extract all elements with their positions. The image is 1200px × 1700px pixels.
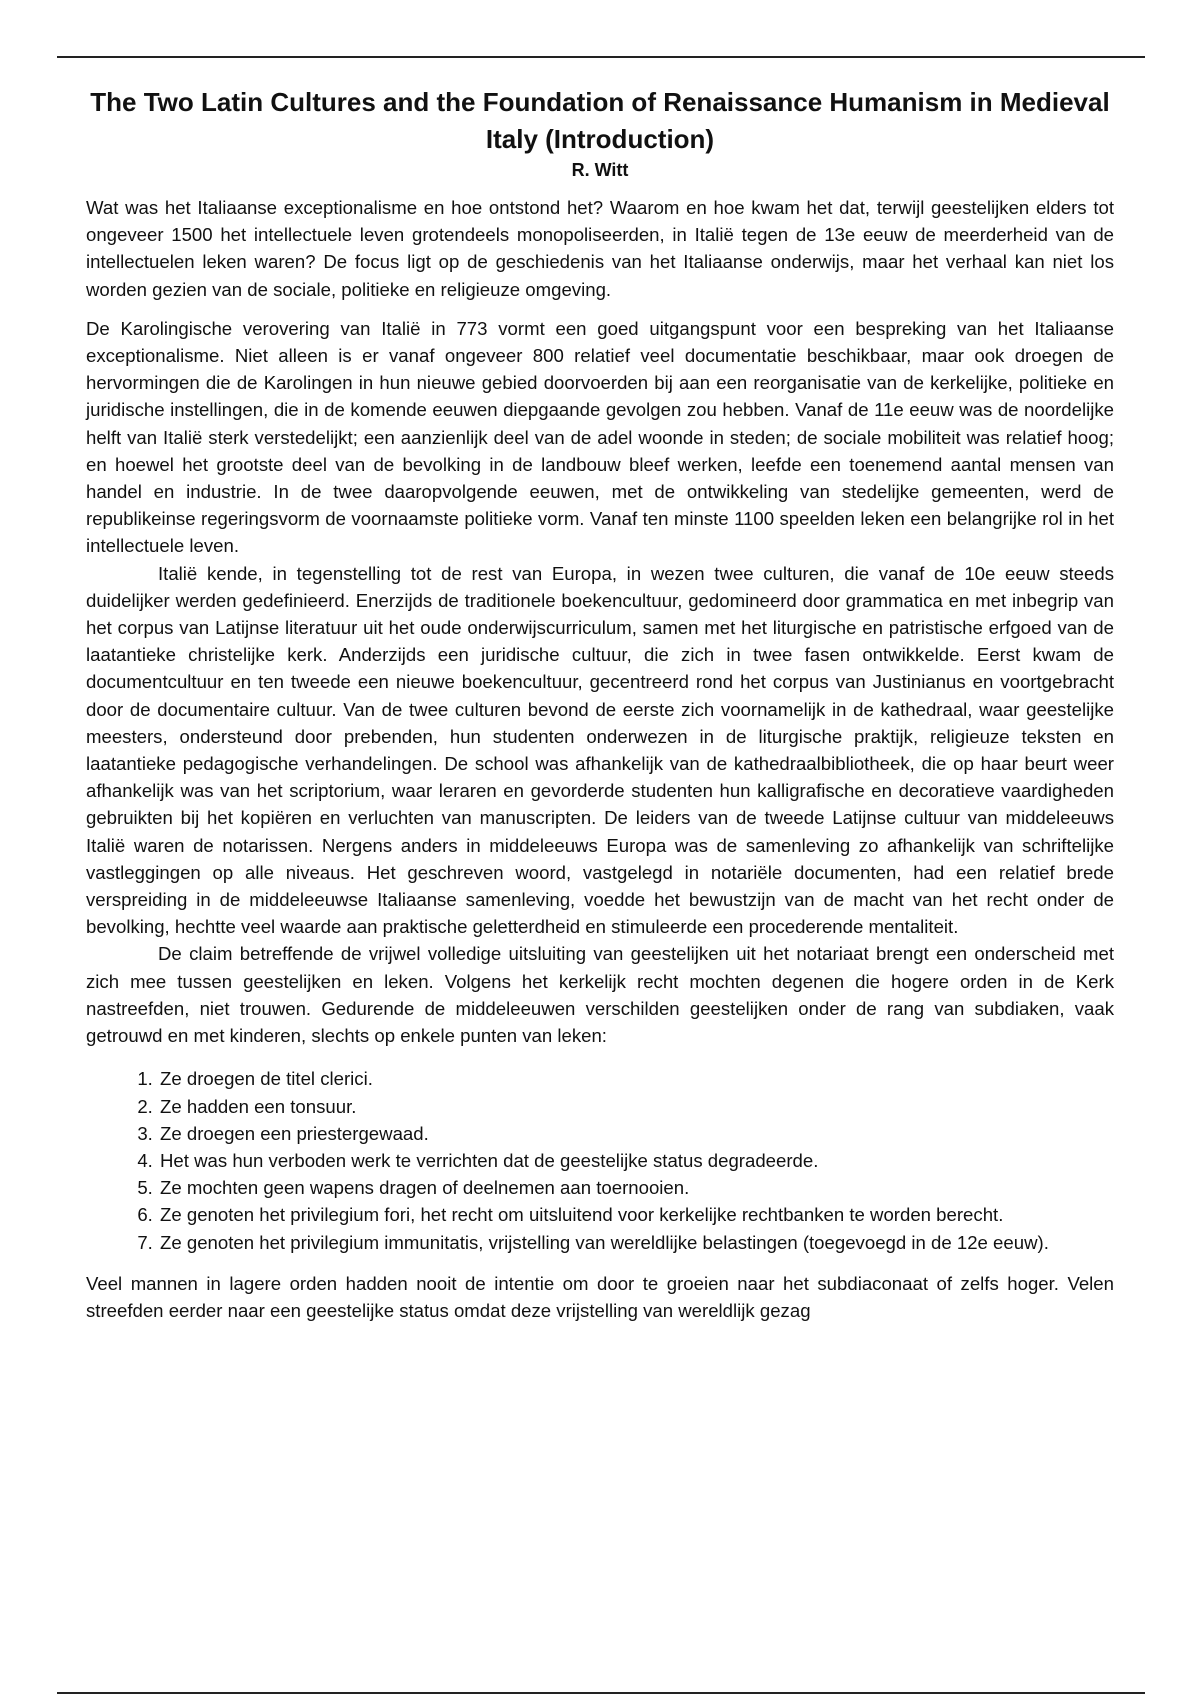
paragraph-2: De Karolingische verovering van Italië in 773 vormt een goed uitgangspunt voor een bespreking van het Italiaanse exceptionalisme. Niet alleen is er vanaf ongeveer 800 relatief veel documentatie beschikbaar, maar ook droegen de hervormingen die de Karolingen in hun nieuwe gebied doorvoerden bij aan een reorganisatie van de kerkelijke, politieke en juridische instellingen, die in de komende eeuwen diepgaande gevolgen zou hebben. Vanaf de 11e eeuw was de noordelijke helft van Italië sterk verstedelijkt; een aanzienlijk deel van de adel woonde in steden; de sociale mobiliteit was relatief hoog; en hoewel het grootste deel van de bevolking in de landbouw bleef werken, leefde een toenemend aantal mensen van handel en industrie. In de twee daaropvolgende eeuwen, met de ontwikkeling van stedelijke gemeenten, werd de republikeinse regeringsvorm de voornaamste politieke vorm. Vanaf ten minste 1100 speelden leken een belangrijke rol in het intellectuele leven. xyxy=(86,317,1114,557)
numbered-list xyxy=(86,1065,1114,1255)
document-body xyxy=(86,84,1114,1324)
document-title: The Two Latin Cultures and the Foundation of Renaissance Humanism in Medieval Italy (Introduction) xyxy=(90,87,1110,154)
list-item: 7. Ze genoten het privilegium immunitatis, vrijstelling van wereldlijke belastingen (toegevoegd in de 12e eeuw). xyxy=(158,1229,1114,1256)
list-item: 6. Ze genoten het privilegium fori, het recht om uitsluitend voor kerkelijke rechtbanken te worden berecht. xyxy=(158,1201,1114,1228)
top-rule xyxy=(57,56,1145,58)
list-item: 1. Ze droegen de titel clerici. xyxy=(158,1065,1114,1092)
paragraph-1: Wat was het Italiaanse exceptionalisme en hoe ontstond het? Waarom en hoe kwam het dat, terwijl geestelijken elders tot ongeveer 1500 het intellectuele leven grotendeels monopoliseerden, in Italië tegen de 13e eeuw de meerderheid van de intellectuelen leken waren? De focus ligt op de geschiedenis van het Italiaanse onderwijs, maar het verhaal kan niet los worden gezien van de sociale, politieke en religieuze omgeving. xyxy=(86,197,1114,300)
list-item: 4. Het was hun verboden werk te verrichten dat de geestelijke status degradeerde. xyxy=(158,1147,1114,1174)
list-item: 2. Ze hadden een tonsuur. xyxy=(158,1093,1114,1120)
list-item: 5. Ze mochten geen wapens dragen of deelnemen aan toernooien. xyxy=(158,1174,1114,1201)
paragraph-5: Veel mannen in lagere orden hadden nooit de intentie om door te groeien naar het subdiaconaat of zelfs hoger. Velen streefden eerder naar een geestelijke status omdat deze vrijstelling van wereldlijk gezag xyxy=(86,1272,1114,1321)
paragraph-3: Italië kende, in tegenstelling tot de rest van Europa, in wezen twee culturen, die vanaf de 10e eeuw steeds duidelijker werden gedefinieerd. Enerzijds de traditionele boekencultuur, gedomineerd door grammatica en met inbegrip van het corpus van Latijnse literatuur uit het oude onderwijscurriculum, samen met het liturgische en patristische erfgoed van de laatantieke christelijke kerk. Anderzijds een juridische cultuur, die zich in twee fasen ontwikkelde. Eerst kwam de documentcultuur en ten tweede een nieuwe boekencultuur, gecentreerd rond het corpus van Justinianus en voortgebracht door de documentaire cultuur. Van de twee culturen bevond de eerste zich voornamelijk in de kathedraal, waar geestelijke meesters, ondersteund door prebenden, hun studenten onderwezen in de liturgische praktijk, religieuze teksten en laatantieke pedagogische verhandelingen. De school was afhankelijk van de kathedraalbibliotheek, die op haar beurt weer afhankelijk was van het scriptorium, waar leraren en gevorderde studenten hun kalligrafische en decoratieve vaardigheden gebruikten bij het kopiëren en verluchten van manuscripten. De leiders van de tweede Latijnse cultuur van middeleeuws Italië waren de notarissen. Nergens anders in middeleeuws Europa was de samenleving zo afhankelijk van schriftelijke vastleggingen op alle niveaus. Het geschreven woord, vastgelegd in notariële documenten, had een relatief brede verspreiding in de middeleeuwse Italiaanse samenleving, voedde het bewustzijn van de macht van het recht onder de bevolking, hechtte veel waarde aan praktische geletterdheid en stimuleerde een procederende mentaliteit. xyxy=(86,562,1114,938)
paragraph-4: De claim betreffende de vrijwel volledige uitsluiting van geestelijken uit het notariaat brengt een onderscheid met zich mee tussen geestelijken en leken. Volgens het kerkelijk recht mochten degenen die hogere orden in de Kerk nastreefden, niet trouwen. Gedurende de middeleeuwen verschilden geestelijken onder de rang van subdiaken, vaak getrouwd en met kinderen, slechts op enkele punten van leken: xyxy=(86,943,1114,1047)
document-author: R. Witt xyxy=(571,160,629,180)
list-item: 3. Ze droegen een priestergewaad. xyxy=(158,1120,1114,1147)
bottom-rule xyxy=(57,1692,1145,1694)
